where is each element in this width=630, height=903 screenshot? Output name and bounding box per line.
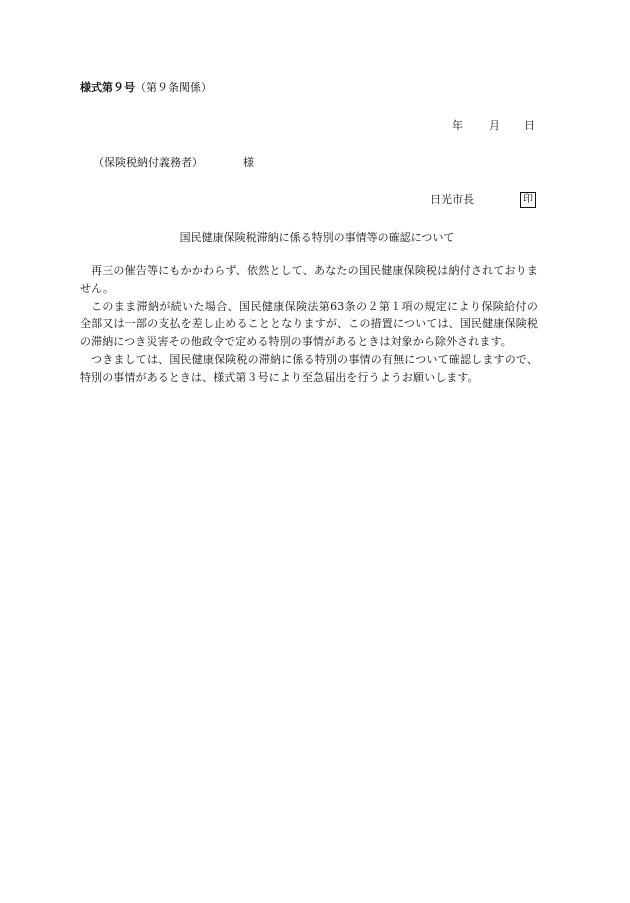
recipient-line: [93, 156, 254, 170]
date-year: 年: [452, 119, 463, 132]
body-paragraph-2: このまま滞納が続いた場合、国民健康保険法第63条の２第１項の規定により保険給付の全部又は一部の支払を差し止めることとなりますが、この措置については、国民健康保険税の滞納につき災害その他政令で定める特別の事情があるときは対象から除外されます。: [80, 299, 538, 349]
body-paragraph-3: つきましては、国民健康保険税の滞納に係る特別の事情の有無について確認しますので、特別の事情があるときは、様式第３号により至急届出を行うようお願いします。: [80, 352, 538, 384]
seal-stamp: 印: [520, 192, 536, 208]
form-number-reference: （第９条関係）: [135, 81, 212, 94]
sender-name: 日光市長: [430, 193, 474, 206]
body-text: [80, 262, 538, 387]
date-month: 月: [489, 119, 500, 132]
form-number-label: 様式第９号: [80, 81, 135, 94]
recipient-honorific: 様: [243, 156, 254, 169]
date-day: 日: [524, 119, 535, 132]
form-number: [80, 80, 212, 96]
recipient-label: （保険税納付義務者）: [93, 156, 203, 169]
date-line: [452, 119, 535, 133]
body-paragraph-1: 再三の催告等にもかかわらず、依然として、あなたの国民健康保険税は納付されておりません。: [80, 264, 538, 295]
document-subject: 国民健康保険税滞納に係る特別の事情等の確認について: [179, 231, 455, 244]
